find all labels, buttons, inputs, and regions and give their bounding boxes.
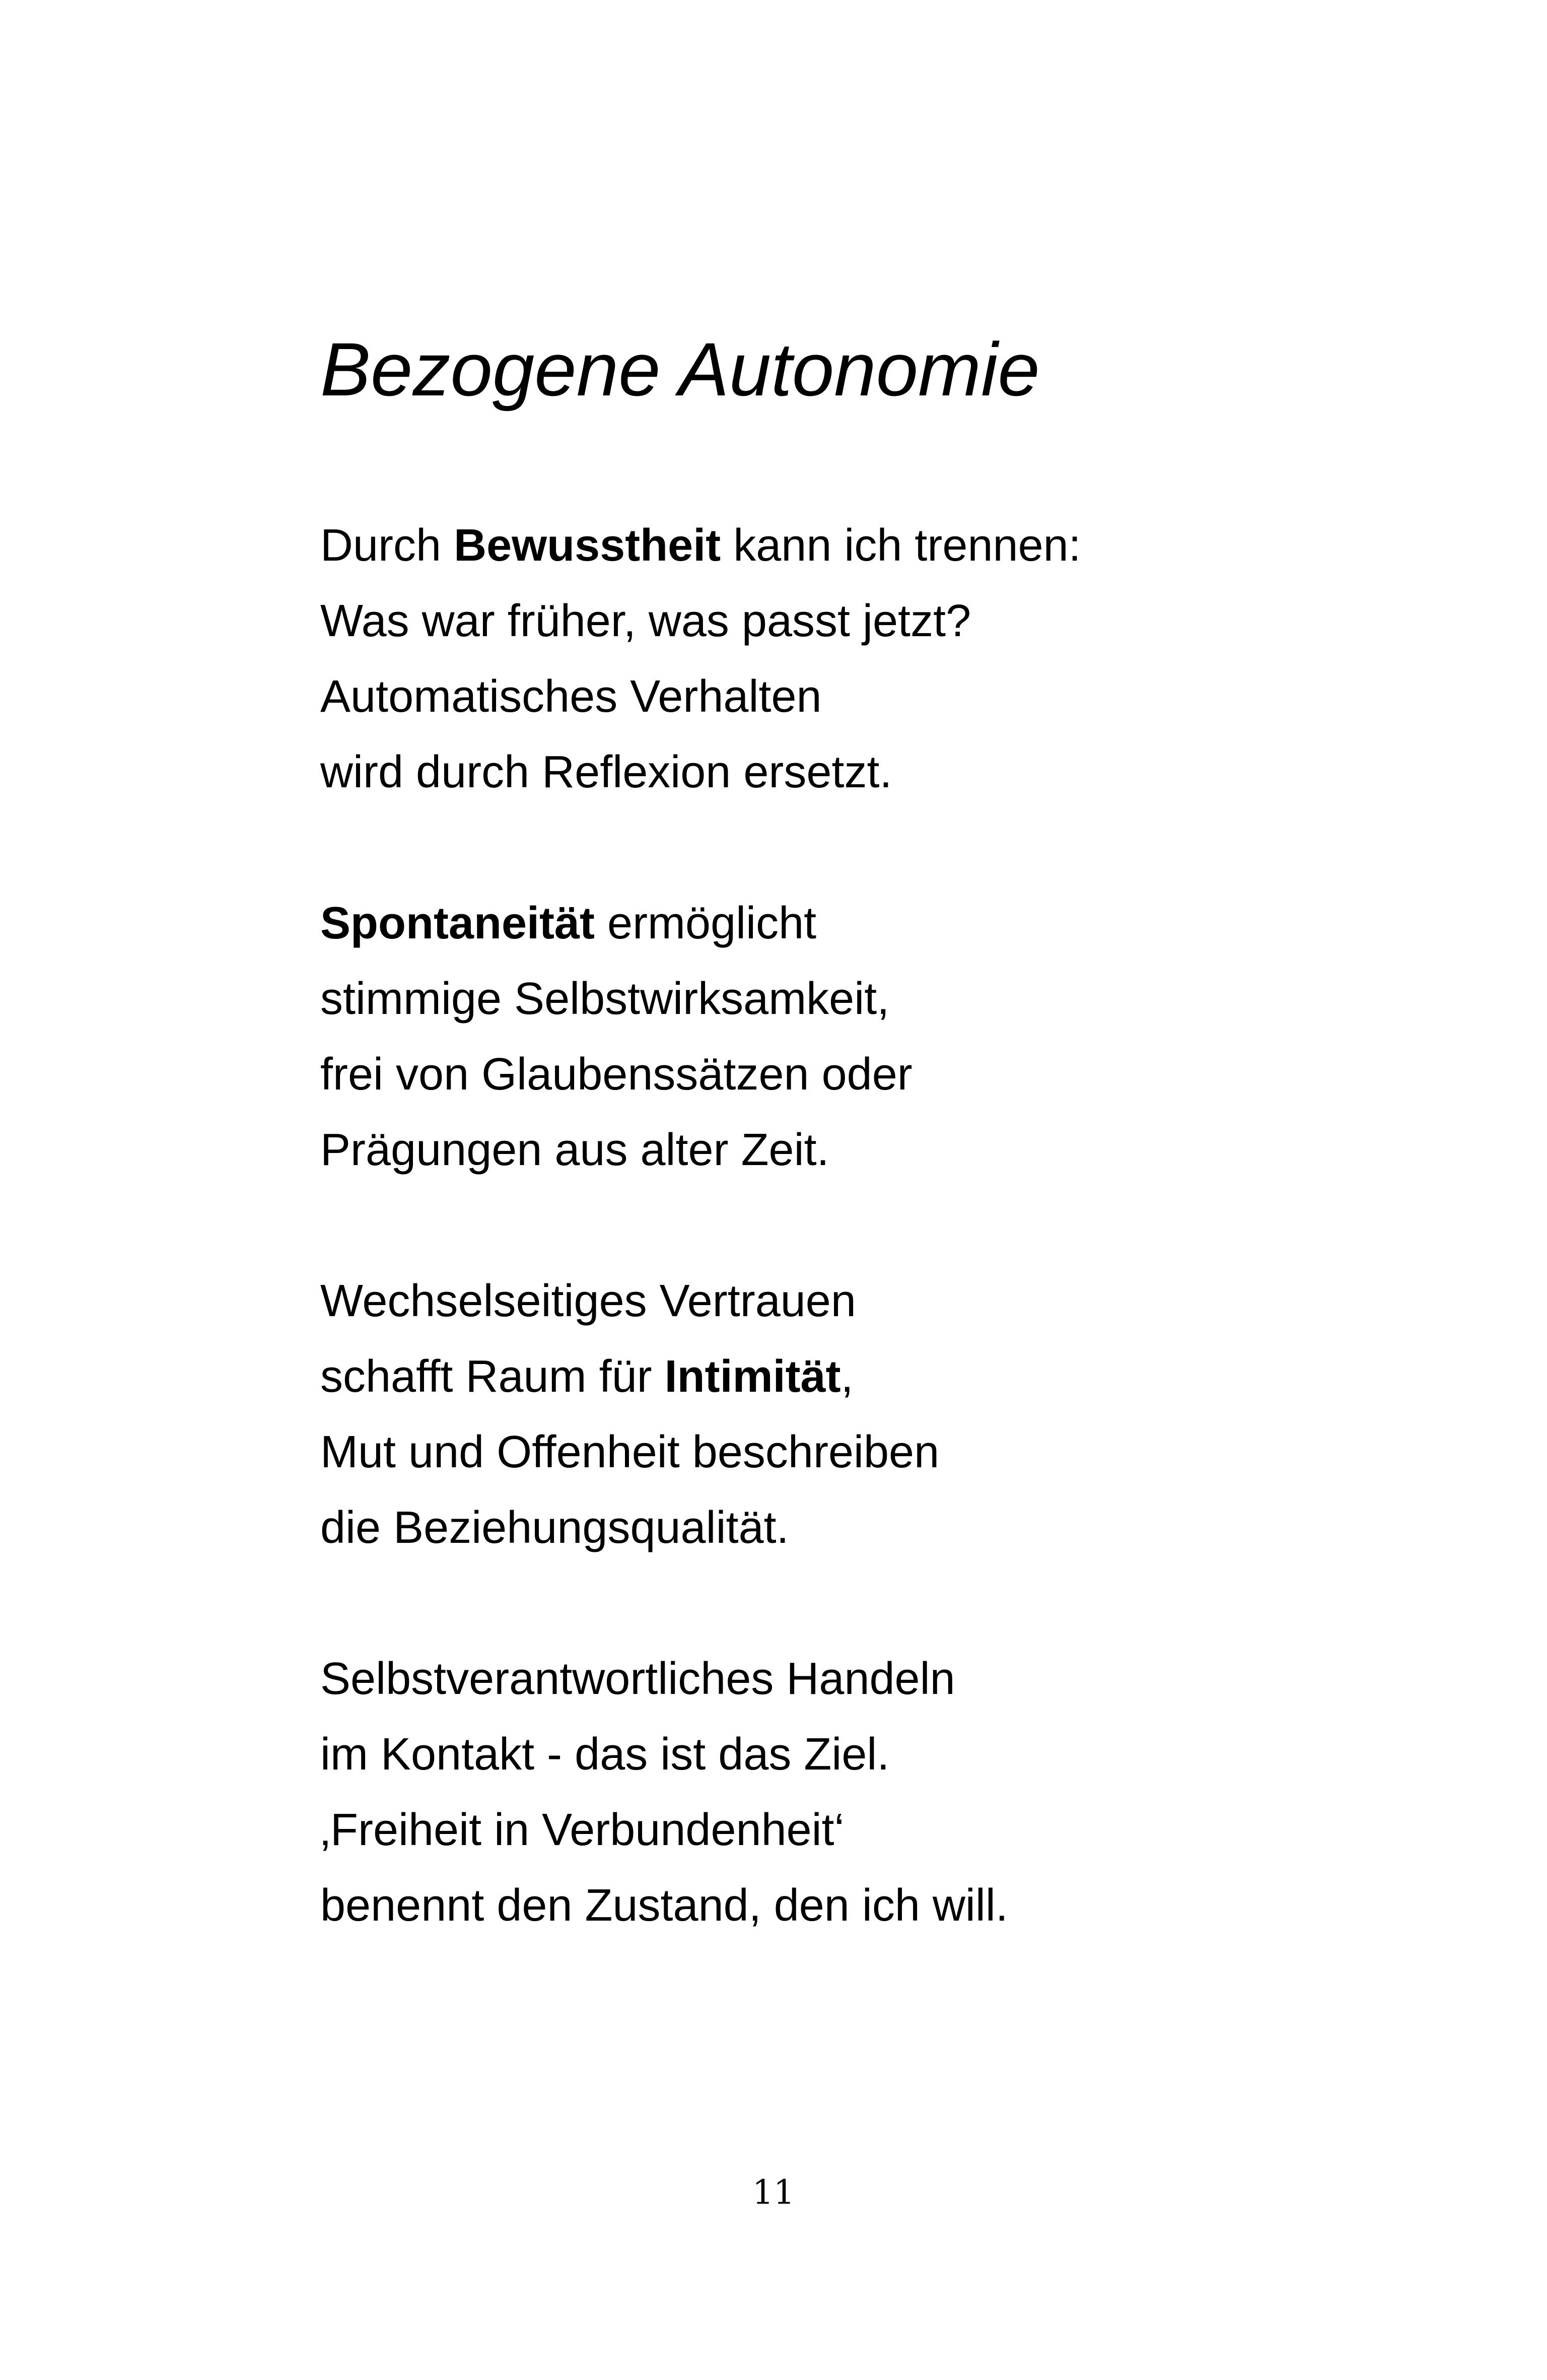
poem-line: Durch Bewusstheit kann ich trennen: bbox=[320, 520, 1081, 571]
page-number: 11 bbox=[752, 2173, 795, 2212]
emphasized-word: Bewusstheit bbox=[454, 520, 721, 571]
poem-title: Bezogene Autonomie bbox=[320, 327, 1040, 412]
poem-line: Automatisches Verhalten bbox=[320, 671, 822, 722]
poem-line: Prägungen aus alter Zeit. bbox=[320, 1125, 829, 1175]
emphasized-word: Spontaneität bbox=[320, 898, 595, 948]
poem-line: Wechselseitiges Vertrauen bbox=[320, 1276, 856, 1326]
poem-line: Was war früher, was passt jetzt? bbox=[320, 596, 971, 646]
poem-line: wird durch Reflexion ersetzt. bbox=[320, 747, 892, 797]
poem-line: ‚Freiheit in Verbundenheit‘ bbox=[320, 1805, 845, 1855]
poem-line: die Beziehungsqualität. bbox=[320, 1503, 789, 1553]
poem-line: Selbstverantwortliches Handeln bbox=[320, 1654, 955, 1704]
poem-line: im Kontakt - das ist das Ziel. bbox=[320, 1729, 890, 1780]
poem-line: stimmige Selbstwirksamkeit, bbox=[320, 974, 890, 1024]
poem-line: schafft Raum für Intimität, bbox=[320, 1351, 854, 1402]
poem-line: Spontaneität ermöglicht bbox=[320, 898, 817, 948]
poem-line: benennt den Zustand, den ich will. bbox=[320, 1880, 1008, 1931]
emphasized-word: Intimität bbox=[664, 1351, 841, 1402]
poem-line: frei von Glaubenssätzen oder bbox=[320, 1049, 912, 1100]
poem-line: Mut und Offenheit beschreiben bbox=[320, 1427, 940, 1477]
